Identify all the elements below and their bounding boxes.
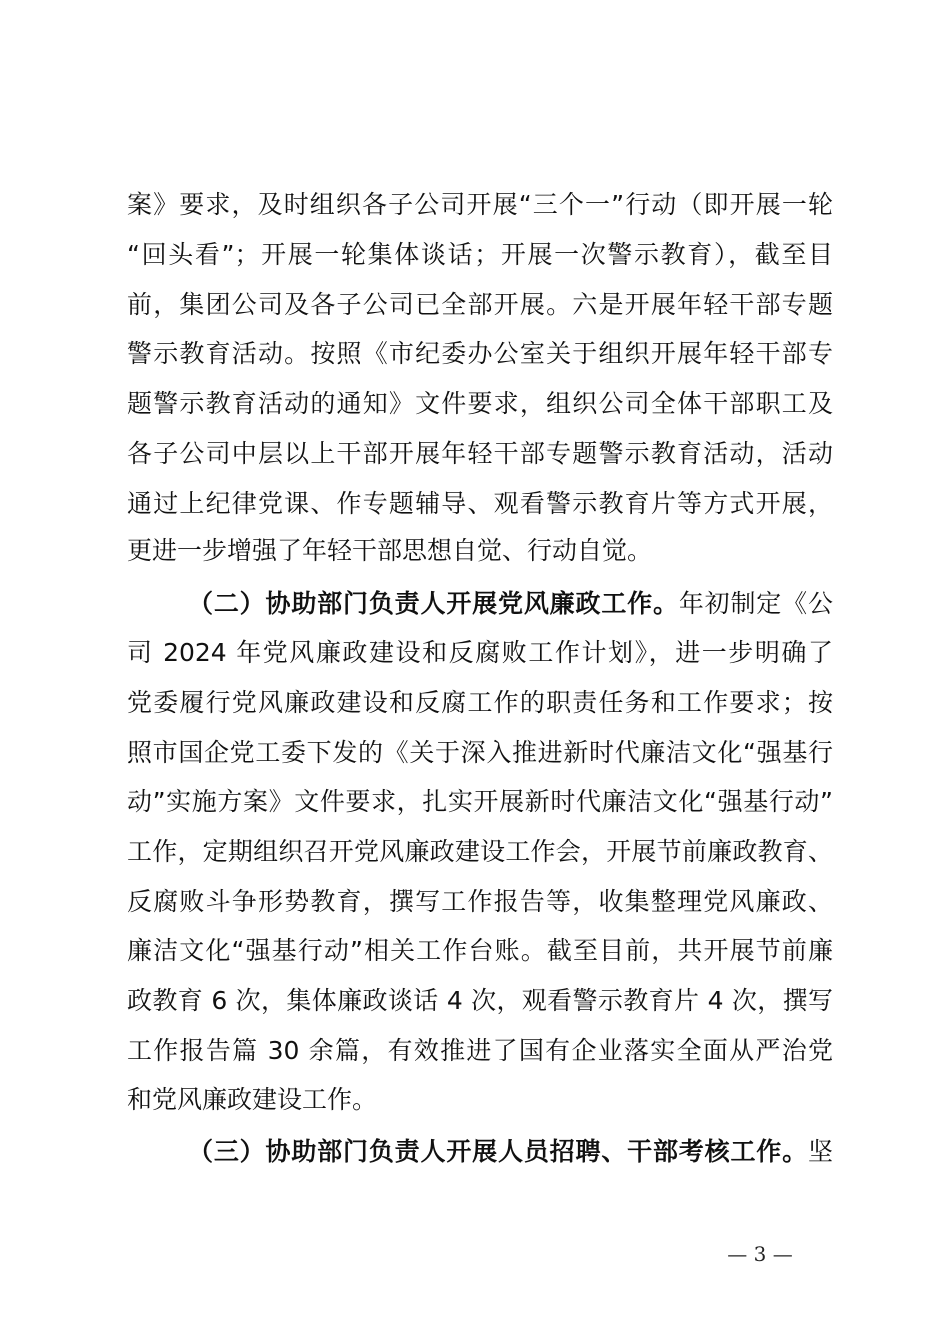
paragraph-line: 廉洁文化“强基行动”相关工作台账。截至目前，共开展节前廉 (127, 936, 833, 965)
paragraph-line: 前，集团公司及各子公司已全部开展。六是开展年轻干部专题 (127, 290, 833, 319)
paragraph-line: 案》要求，及时组织各子公司开展“三个一”行动（即开展一轮 (127, 190, 833, 219)
paragraph-line: 警示教育活动。按照《市纪委办公室关于组织开展年轻干部专 (127, 339, 833, 368)
section-2-heading: （二）协助部门负责人开展党风廉政工作。 (188, 589, 679, 618)
paragraph-line: 工作报告篇 30 余篇，有效推进了国有企业落实全面从严治党 (127, 1036, 833, 1065)
paragraph-line: 政教育 6 次，集体廉政谈话 4 次，观看警示教育片 4 次，撰写 (127, 986, 833, 1015)
paragraph-line: 党委履行党风廉政建设和反腐工作的职责任务和工作要求；按 (127, 688, 833, 717)
section-3-first-line-text: 坚 (807, 1137, 833, 1166)
paragraph-line: 反腐败斗争形势教育，撰写工作报告等，收集整理党风廉政、 (127, 887, 833, 916)
paragraph-line: 动”实施方案》文件要求，扎实开展新时代廉洁文化“强基行动” (127, 787, 833, 816)
paragraph-line: 题警示教育活动的通知》文件要求，组织公司全体干部职工及 (127, 389, 833, 418)
paragraph-line: 更进一步增强了年轻干部思想自觉、行动自觉。 (127, 536, 653, 565)
paragraph-line: 各子公司中层以上干部开展年轻干部专题警示教育活动，活动 (127, 439, 833, 468)
paragraph-line: 司 2024 年党风廉政建设和反腐败工作计划》，进一步明确了 (127, 638, 833, 667)
paragraph-line: “回头看”；开展一轮集体谈话；开展一次警示教育），截至目 (127, 240, 833, 269)
page-number: — 3 — (727, 1242, 793, 1266)
section-2-first-line (188, 584, 833, 624)
section-3-heading: （三）协助部门负责人开展人员招聘、干部考核工作。 (188, 1137, 808, 1166)
paragraph-line: 通过上纪律党课、作专题辅导、观看警示教育片等方式开展， (127, 489, 833, 518)
section-3-first-line (188, 1132, 833, 1172)
paragraph-line: 和党风廉政建设工作。 (127, 1085, 378, 1114)
section-2-first-line-text: 年初制定《公 (678, 589, 833, 618)
paragraph-line: 工作，定期组织召开党风廉政建设工作会，开展节前廉政教育、 (127, 837, 833, 866)
paragraph-line: 照市国企党工委下发的《关于深入推进新时代廉洁文化“强基行 (127, 738, 833, 767)
